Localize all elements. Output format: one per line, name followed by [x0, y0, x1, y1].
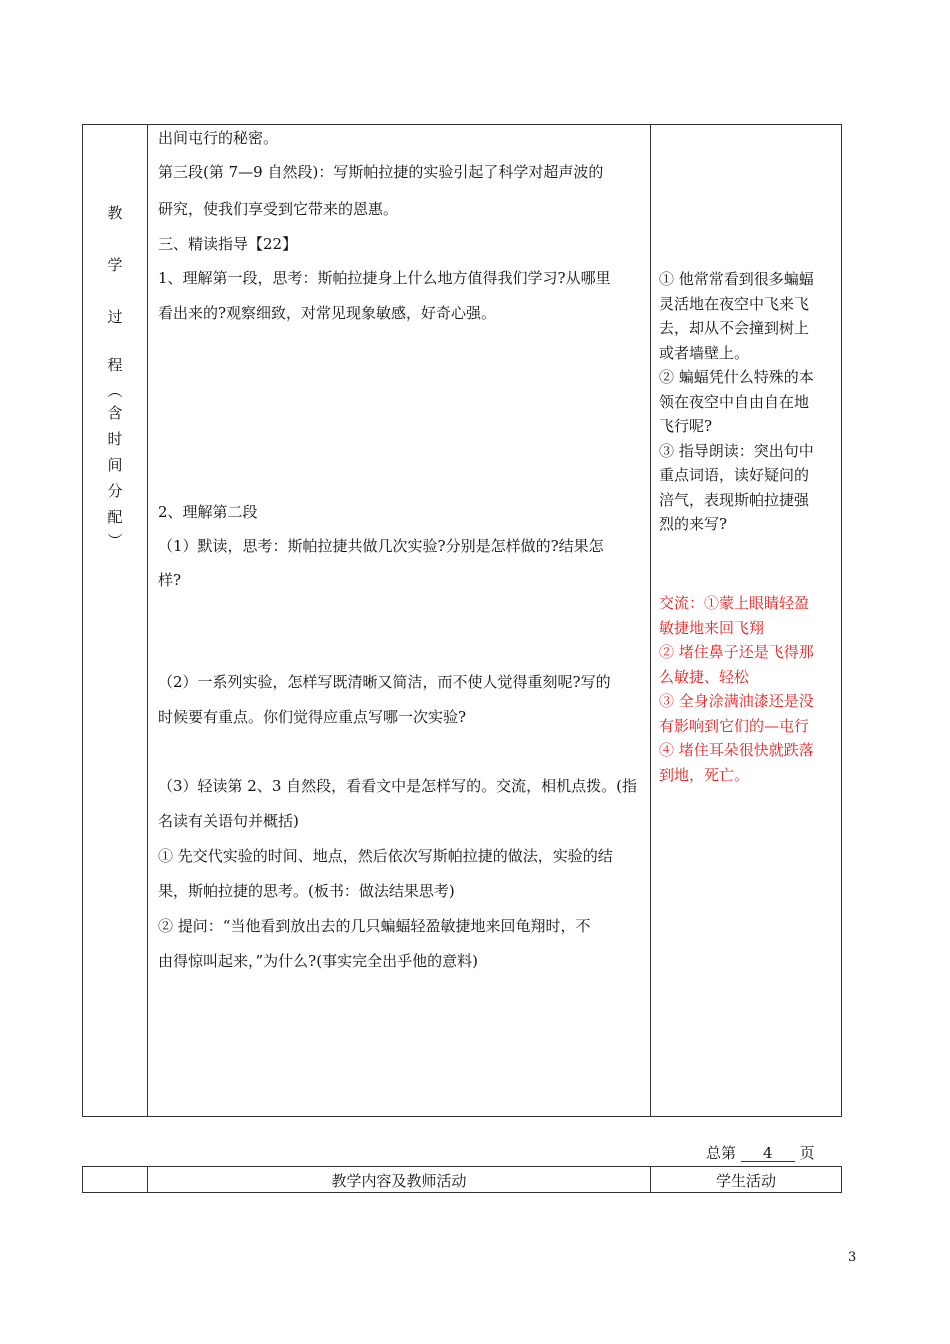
- text-line: ① 他常常看到很多蝙蝠: [659, 270, 814, 288]
- paragraph: 果，斯帕拉捷的思考。(板书：做法结果思考): [158, 882, 455, 900]
- text-line: 么敏捷、轻松: [659, 667, 750, 686]
- side-char: 含: [107, 404, 123, 422]
- student-activity: [659, 267, 835, 537]
- teaching-content-2: [158, 500, 644, 592]
- text-line: 飞行呢?: [659, 417, 713, 435]
- header-teacher-column: 教学内容及教师活动: [331, 1172, 467, 1190]
- paragraph: 研究，使我们享受到它带来的恩惠。: [158, 200, 399, 218]
- side-paren-open: ︵: [107, 382, 123, 400]
- text-line: ② 堵住鼻子还是飞得那: [659, 643, 814, 661]
- text-line: 重点词语，读好疑问的: [659, 466, 810, 484]
- page-counter: [706, 1142, 815, 1163]
- paragraph: （2）一系列实验，怎样写既清晰又简洁，而不使人觉得重刻呢?写的: [158, 673, 611, 691]
- side-char: 时: [107, 430, 123, 448]
- paragraph: 样?: [158, 571, 182, 589]
- side-char: 学: [107, 256, 123, 274]
- text-line: ④ 堵住耳朵很快就跌落: [659, 741, 814, 759]
- paragraph: 出间屯行的秘密。: [158, 129, 279, 147]
- page-prefix: 总第: [706, 1144, 737, 1162]
- column-divider-right: [650, 124, 651, 1117]
- paragraph: 名读有关语句并概括): [158, 812, 299, 830]
- paragraph: 1、理解第一段，思考：斯帕拉捷身上什么地方值得我们学习?从哪里: [158, 269, 611, 287]
- side-char: 间: [107, 456, 123, 474]
- paragraph: 时候要有重点。你们觉得应重点写哪一次实验?: [158, 708, 467, 726]
- text-line: 灵活地在夜空中飞来飞: [659, 294, 810, 313]
- sheet-number: 3: [848, 1250, 857, 1265]
- side-char: 教: [107, 204, 123, 222]
- side-char: 过: [107, 308, 123, 326]
- side-char: 配: [107, 508, 123, 526]
- paragraph: 由得惊叫起来，”为什么?(事实完全出乎他的意料): [158, 952, 478, 970]
- text-line: ③ 全身涂满油漆还是没: [659, 692, 814, 710]
- text-line: 有影响到它们的—屯行: [659, 716, 810, 735]
- text-line: 敏捷地来回飞翔: [659, 618, 765, 637]
- text-line: ③ 指导朗读：突出句中: [659, 441, 814, 460]
- text-line: 去，却从不会撞到树上: [659, 319, 810, 337]
- header-student-column: 学生活动: [715, 1172, 776, 1190]
- teaching-content-3: [158, 670, 644, 729]
- text-line: 到地，死亡。: [659, 765, 750, 784]
- paragraph: （3）轻读第 2、3 自然段，看看文中是怎样写的。交流，相机点拨。(指: [158, 777, 638, 795]
- paragraph: 第三段(第 7—9 自然段)：写斯帕拉捷的实验引起了科学对超声波的: [158, 163, 604, 181]
- text-line: 涪气，表现斯帕拉捷强: [659, 490, 810, 509]
- student-exchange: [659, 591, 835, 787]
- paragraph: ② 提问：“当他看到放出去的几只蝙蝠轻盈敏捷地来回龟翔时，不: [158, 917, 591, 935]
- section-heading: 三、精读指导【22】: [158, 235, 298, 253]
- side-char: 分: [107, 482, 123, 500]
- side-label: [82, 202, 148, 552]
- page-number: 4: [741, 1145, 795, 1162]
- section-heading: 2、理解第二段: [158, 503, 258, 521]
- text-line: 领在夜空中自由自在地: [659, 392, 810, 411]
- text-line: 烈的来写?: [659, 515, 728, 533]
- side-char: 程: [107, 356, 123, 374]
- teaching-content-4: [158, 774, 644, 973]
- text-line: ② 蝙蝠凭什么特殊的本: [659, 368, 814, 386]
- teaching-content: [158, 126, 644, 325]
- paragraph: 看出来的?观察细致，对常见现象敏感，好奇心强。: [158, 304, 497, 322]
- page-suffix: 页: [799, 1144, 815, 1162]
- paragraph: ① 先交代实验的时间、地点，然后依次写斯帕拉捷的做法，实验的结: [158, 847, 613, 865]
- text-line: 交流：①蒙上眼睛轻盈: [659, 594, 810, 612]
- side-paren-close: ︶: [107, 532, 123, 550]
- paragraph: （1）默读，思考：斯帕拉捷共做几次实验?分别是怎样做的?结果怎: [158, 537, 604, 555]
- text-line: 或者墙壁上。: [659, 343, 750, 362]
